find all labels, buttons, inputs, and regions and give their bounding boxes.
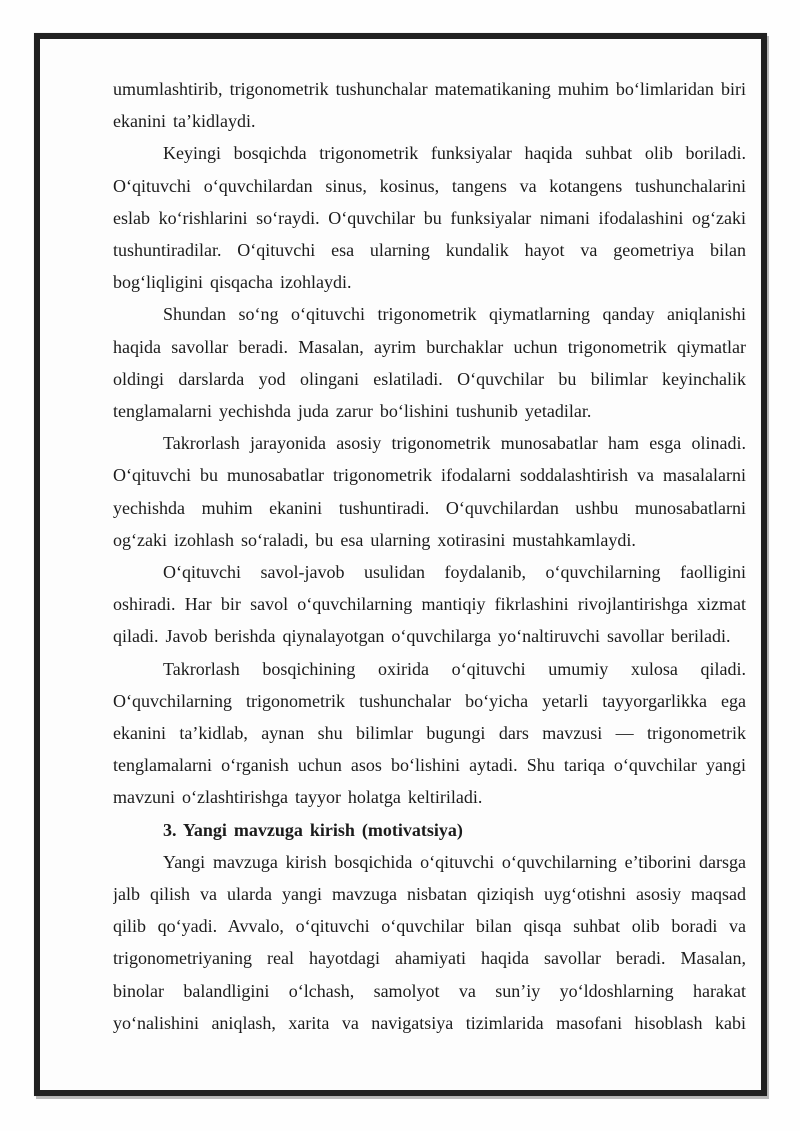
document-text-column — [113, 73, 746, 1090]
section-heading: 3. Yangi mavzuga kirish (motivatsiya) — [163, 819, 463, 840]
paragraph: Takrorlash bosqichining oxirida o‘qituvchi umumiy xulosa qiladi. O‘quvchilarning trigonometrik tushunchalar bo‘yicha yetarli tayyorgarlikka ega ekanini ta’kidlab, aynan shu bilimlar bugungi dars mavzusi — trigonometrik tenglamalarni o‘rganish uchun asos bo‘lishini aytadi. Shu tariqa o‘quvchilar yangi mavzuni o‘zlashtirishga tayyor holatga keltiriladi. — [113, 658, 746, 808]
paragraph: O‘qituvchi savol-javob usulidan foydalanib, o‘quvchilarning faolligini oshiradi. Har bir savol o‘quvchilarning mantiqiy fikrlashini rivojlantirishga xizmat qiladi. Javob berishda qiynalayotgan o‘quvchilarga yo‘naltiruvchi savollar beriladi. — [113, 562, 746, 647]
page-border-frame — [34, 33, 767, 1096]
paragraph-continuation: umumlashtirib, trigonometrik tushunchalar matematikaning muhim bo‘limlaridan biri ekanini ta’kidlaydi. — [113, 79, 746, 132]
paragraph: Keyingi bosqichda trigonometrik funksiyalar haqida suhbat olib boriladi. O‘qituvchi o‘quvchilardan sinus, kosinus, tangens va kotangens tushunchalarini eslab ko‘rishlarini so‘raydi. O‘quvchilar bu funksiyalar nimani ifodalashini og‘zaki tushuntiradilar. O‘qituvchi esa ularning kundalik hayot va geometriya bilan bog‘liqligini qisqacha izohlaydi. — [113, 143, 746, 293]
paragraph: Shundan so‘ng o‘qituvchi trigonometrik qiymatlarning qanday aniqlanishi haqida savollar beradi. Masalan, ayrim burchaklar uchun trigonometrik qiymatlar oldingi darslarda yod olingani eslatiladi. O‘quvchilar bu bilimlar keyinchalik tenglamalarni yechishda juda zarur bo‘lishini tushunib yetadilar. — [113, 304, 746, 422]
paragraph: Takrorlash jarayonida asosiy trigonometrik munosabatlar ham esga olinadi. O‘qituvchi bu munosabatlar trigonometrik ifodalarni soddalashtirish va masalalarni yechishda muhim ekanini tushuntiradi. O‘quvchilardan ushbu munosabatlarni og‘zaki izohlash so‘raladi, bu esa ularning xotirasini mustahkamlaydi. — [113, 433, 746, 550]
paragraph-cutoff: Yangi mavzuga kirish bosqichida o‘qituvchi o‘quvchilarning e’tiborini darsga jalb qilish va ularda yangi mavzuga nisbatan qiziqish uyg‘otishni asosiy maqsad qilib qo‘yadi. Avvalo, o‘qituvchi o‘quvchilar bilan qisqa suhbat olib boradi va trigonometriyaning real hayotdagi ahamiyati haqida savollar beradi. Masalan, binolar balandligini o‘lchash, samolyot va sun’iy yo‘ldoshlarning harakat yo‘nalishini aniqlash, xarita va navigatsiya tizimlarida masofani hisoblash kabi — [113, 851, 746, 1033]
